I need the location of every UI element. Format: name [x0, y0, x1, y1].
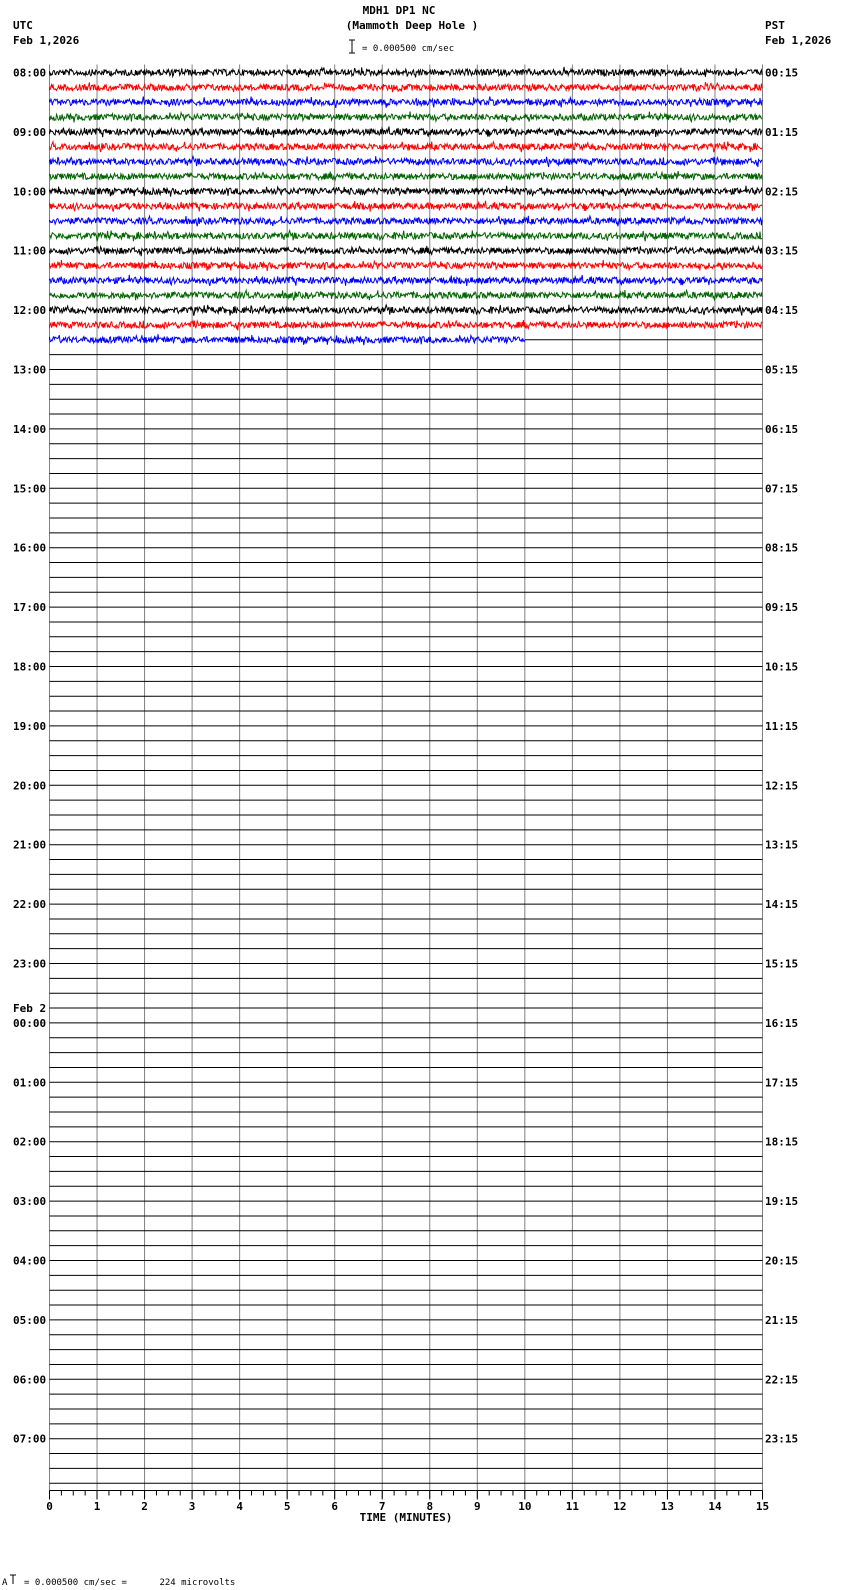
x-tick-label: 6 — [331, 1500, 339, 1513]
pst-hour-label: 21:15 — [765, 1313, 799, 1327]
utc-hour-label: 02:00 — [13, 1135, 47, 1149]
trace-row-17 — [50, 320, 763, 330]
utc-hour-label: 11:00 — [13, 244, 47, 258]
pst-hour-label: 02:15 — [765, 185, 799, 199]
utc-hour-label: 18:00 — [13, 660, 47, 674]
trace-row-6 — [50, 156, 763, 167]
x-tick-label: 15 — [755, 1500, 770, 1513]
x-tick-label: 0 — [46, 1500, 53, 1513]
x-tick-label: 3 — [188, 1500, 196, 1513]
pst-date: Feb 1,2026 — [765, 34, 832, 47]
x-tick-label: 7 — [378, 1500, 386, 1513]
pst-hour-label: 15:15 — [765, 957, 799, 971]
pst-hour-label: 04:15 — [765, 304, 799, 318]
trace-row-12 — [50, 246, 763, 256]
pst-hour-label: 13:15 — [765, 838, 799, 852]
x-tick-label: 10 — [518, 1500, 532, 1513]
trace-row-11 — [50, 230, 763, 241]
trace-row-15 — [50, 290, 763, 301]
x-tick-label: 11 — [565, 1500, 579, 1513]
pst-hour-label: 20:15 — [765, 1254, 799, 1268]
location-title: (Mammoth Deep Hole ) — [345, 19, 479, 32]
trace-row-0 — [50, 67, 763, 77]
scale-bar-icon — [349, 40, 355, 53]
x-tick-label: 12 — [613, 1500, 627, 1513]
trace-row-16 — [50, 305, 763, 316]
utc-hour-label: 03:00 — [13, 1195, 47, 1209]
trace-row-14 — [50, 275, 763, 286]
pst-hour-label: 08:15 — [765, 541, 799, 555]
utc-hour-label: 16:00 — [13, 541, 47, 555]
utc-hour-label: 15:00 — [13, 482, 47, 496]
footer-scale-prefix: A — [2, 1578, 8, 1588]
utc-hour-label: 04:00 — [13, 1254, 47, 1268]
utc-hour-label: 05:00 — [13, 1313, 47, 1327]
station-title: MDH1 DP1 NC — [362, 4, 436, 17]
utc-hour-label: 17:00 — [13, 601, 47, 615]
utc-hour-label: 01:00 — [13, 1076, 47, 1090]
x-tick-label: 4 — [236, 1500, 243, 1513]
pst-hour-label: 18:15 — [765, 1135, 799, 1149]
utc-date: Feb 1,2026 — [13, 34, 80, 47]
pst-hour-label: 22:15 — [765, 1373, 799, 1387]
utc-hour-label: 23:00 — [13, 957, 47, 971]
pst-hour-label: 12:15 — [765, 779, 799, 793]
x-tick-label: 5 — [283, 1500, 291, 1513]
pst-hour-label: 17:15 — [765, 1076, 799, 1090]
utc-hour-label: 19:00 — [13, 719, 47, 733]
utc-hour-label: 10:00 — [13, 185, 47, 199]
utc-hour-label: 08:00 — [13, 66, 47, 80]
trace-row-9 — [50, 201, 763, 212]
trace-row-4 — [50, 127, 763, 138]
utc-hour-label: 22:00 — [13, 898, 47, 912]
utc-hour-label: 07:00 — [13, 1432, 47, 1446]
x-tick-label: 2 — [141, 1500, 148, 1513]
pst-label: PST — [765, 19, 785, 32]
x-axis-label: TIME (MINUTES) — [359, 1511, 453, 1524]
footer-scale-bar-icon — [10, 1575, 16, 1584]
utc-hour-label: 13:00 — [13, 363, 47, 377]
pst-hour-label: 19:15 — [765, 1195, 799, 1209]
pst-hour-label: 06:15 — [765, 422, 799, 436]
trace-row-13 — [50, 260, 763, 271]
x-tick-label: 13 — [660, 1500, 675, 1513]
trace-row-5 — [50, 142, 763, 153]
pst-hour-label: 14:15 — [765, 898, 799, 912]
pst-hour-label: 23:15 — [765, 1432, 799, 1446]
pst-hour-label: 16:15 — [765, 1016, 799, 1030]
utc-hour-label: 21:00 — [13, 838, 47, 852]
utc-hour-label: 12:00 — [13, 304, 47, 318]
pst-hour-label: 01:15 — [765, 125, 799, 139]
pst-hour-label: 03:15 — [765, 244, 799, 258]
x-tick-label: 1 — [93, 1500, 101, 1513]
date-change-label: Feb 2 — [13, 1001, 47, 1015]
utc-hour-label: 06:00 — [13, 1373, 47, 1387]
trace-row-3 — [50, 112, 763, 123]
utc-hour-label: 20:00 — [13, 779, 47, 793]
x-tick-label: 8 — [426, 1500, 434, 1513]
utc-hour-label: 00:00 — [13, 1016, 47, 1030]
trace-row-2 — [50, 97, 763, 108]
utc-hour-label: 14:00 — [13, 422, 47, 436]
pst-hour-label: 09:15 — [765, 601, 799, 615]
pst-hour-label: 07:15 — [765, 482, 799, 496]
pst-hour-label: 05:15 — [765, 363, 799, 377]
x-tick-label: 9 — [473, 1500, 481, 1513]
utc-label: UTC — [13, 19, 33, 32]
trace-row-8 — [50, 186, 763, 197]
trace-row-1 — [50, 82, 763, 92]
utc-hour-label: 09:00 — [13, 125, 47, 139]
pst-hour-label: 10:15 — [765, 660, 799, 674]
trace-row-10 — [50, 216, 763, 227]
pst-hour-label: 00:15 — [765, 66, 799, 80]
trace-row-7 — [50, 171, 763, 181]
footer-scale-text: = 0.000500 cm/sec = 224 microvolts — [24, 1578, 236, 1588]
x-tick-label: 14 — [708, 1500, 722, 1513]
scale-text: = 0.000500 cm/sec — [362, 44, 455, 54]
pst-hour-label: 11:15 — [765, 719, 799, 733]
